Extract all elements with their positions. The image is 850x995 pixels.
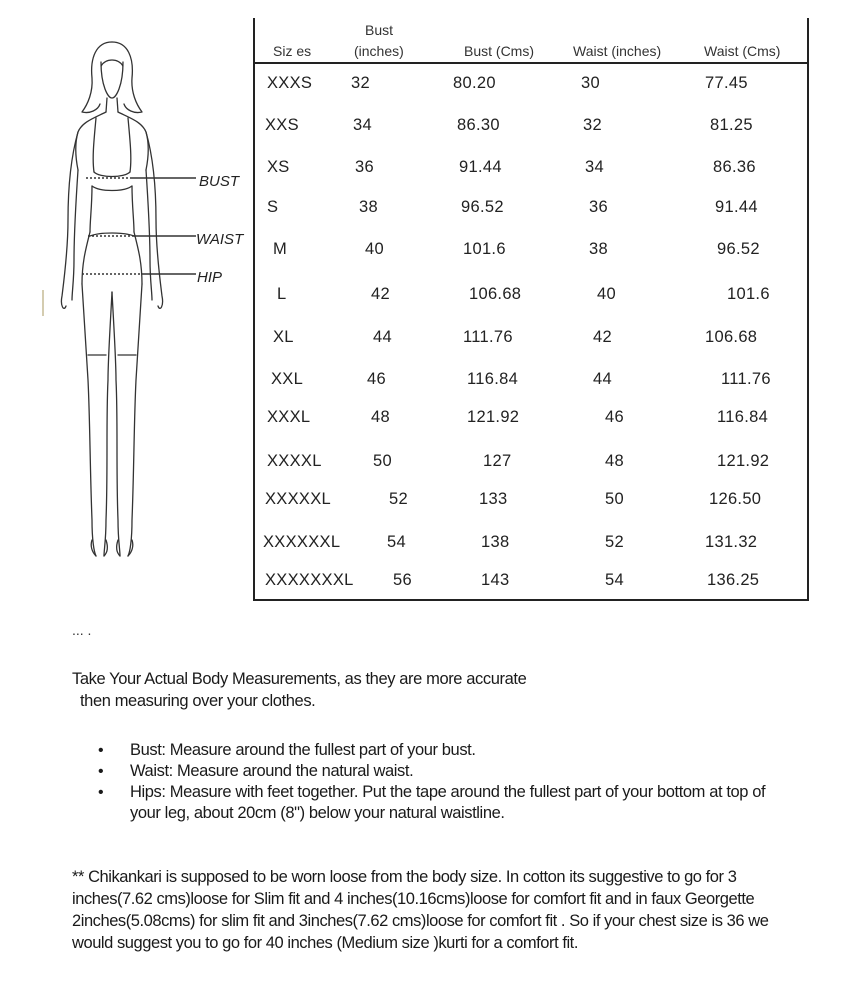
cell-bust-inches: 50 [373, 452, 392, 470]
cell-size: XXL [271, 370, 304, 388]
cell-waist-cms: 96.52 [717, 240, 760, 258]
cell-bust-inches: 54 [387, 533, 406, 551]
header-waist-cms: Waist (Cms) [704, 43, 781, 59]
intro-paragraph [72, 668, 672, 712]
cell-bust-inches: 32 [351, 74, 370, 92]
bust-label: BUST [199, 173, 240, 190]
table-row [255, 240, 807, 270]
cell-waist-inches: 52 [605, 533, 624, 551]
table-row [255, 158, 807, 188]
hip-label: HIP [197, 269, 223, 286]
cell-bust-inches: 42 [371, 285, 390, 303]
body-measurement-figure [0, 0, 250, 580]
cell-bust-cms: 133 [479, 490, 508, 508]
waist-label: WAIST [196, 231, 244, 248]
cell-bust-inches: 52 [389, 490, 408, 508]
cell-waist-cms: 131.32 [705, 533, 758, 551]
cell-waist-inches: 54 [605, 571, 624, 589]
cell-bust-inches: 46 [367, 370, 386, 388]
cell-bust-cms: 86.30 [457, 116, 500, 134]
cell-size: XXXXL [267, 452, 322, 470]
cell-bust-cms: 127 [483, 452, 512, 470]
header-sizes: Siz es [273, 43, 312, 59]
table-row [255, 198, 807, 228]
table-row [255, 533, 807, 563]
cell-waist-inches: 30 [581, 74, 600, 92]
header-bust-inches-top: Bust [365, 22, 394, 38]
cell-waist-cms: 86.36 [713, 158, 756, 176]
cell-waist-cms: 111.76 [721, 370, 771, 388]
table-row [255, 328, 807, 358]
table-row [255, 452, 807, 482]
cell-bust-cms: 101.6 [463, 240, 506, 258]
cell-size: XS [267, 158, 290, 176]
table-row [255, 408, 807, 438]
cell-waist-inches: 46 [605, 408, 624, 426]
cell-waist-cms: 77.45 [705, 74, 748, 92]
cell-size: XXXXXXXL [265, 571, 354, 589]
cell-bust-cms: 80.20 [453, 74, 496, 92]
cell-waist-inches: 40 [597, 285, 616, 303]
table-row [255, 74, 807, 104]
measurement-tips-list [98, 740, 798, 824]
cell-size: XXXS [267, 74, 313, 92]
header-bust-cms: Bust (Cms) [464, 43, 534, 59]
cell-waist-cms: 116.84 [717, 408, 769, 426]
cell-waist-inches: 48 [605, 452, 624, 470]
table-row [255, 285, 807, 315]
cell-size: XXXXXXL [263, 533, 341, 551]
header-waist-inches: Waist (inches) [573, 43, 662, 59]
list-item: • Bust: Measure around the fullest part of your bust. [98, 740, 798, 761]
cell-waist-inches: 32 [583, 116, 602, 134]
cell-size: XL [273, 328, 294, 346]
table-row [255, 571, 807, 601]
cell-size: XXXXXL [265, 490, 332, 508]
cell-waist-cms: 91.44 [715, 198, 758, 216]
header-divider [255, 62, 807, 64]
intro-line-2: then measuring over your clothes. [80, 692, 316, 710]
cell-bust-inches: 34 [353, 116, 372, 134]
cell-bust-inches: 40 [365, 240, 384, 258]
cell-waist-inches: 42 [593, 328, 612, 346]
chikankari-note: ** Chikankari is supposed to be worn loose from the body size. In cotton its suggestive to go for 3 inches(7.62 cms)loose for Slim fit and 4 inches(10.16cms)loose for comfort fit and in faux Georgette 2inches(5.08cms) for slim fit and 3inches(7.62 cms)loose for comfort fit . So if your chest size is 36 we would suggest you to go for 40 inches (Medium size )kurti for a comfort fit. [72, 868, 769, 952]
cell-waist-cms: 121.92 [717, 452, 770, 470]
cell-bust-inches: 48 [371, 408, 390, 426]
cell-bust-inches: 38 [359, 198, 378, 216]
header-bust-inches: (inches) [354, 43, 404, 59]
cell-bust-cms: 106.68 [469, 285, 522, 303]
cell-waist-inches: 44 [593, 370, 612, 388]
cell-bust-cms: 116.84 [467, 370, 519, 388]
cell-bust-cms: 91.44 [459, 158, 502, 176]
cell-bust-cms: 138 [481, 533, 510, 551]
table-row [255, 116, 807, 146]
list-item: • Waist: Measure around the natural waist. [98, 761, 798, 782]
cell-size: S [267, 198, 279, 216]
intro-line-1: Take Your Actual Body Measurements, as they are more accurate [72, 670, 527, 688]
cell-waist-inches: 38 [589, 240, 608, 258]
cell-waist-inches: 36 [589, 198, 608, 216]
cell-bust-cms: 111.76 [463, 328, 513, 346]
cell-bust-cms: 143 [481, 571, 510, 589]
cell-waist-cms: 126.50 [709, 490, 762, 508]
table-row [255, 370, 807, 400]
cell-bust-inches: 44 [373, 328, 392, 346]
cell-waist-cms: 106.68 [705, 328, 758, 346]
cell-waist-cms: 101.6 [727, 285, 770, 303]
cell-bust-inches: 56 [393, 571, 412, 589]
ellipsis-text: ... . [72, 622, 92, 638]
cell-bust-inches: 36 [355, 158, 374, 176]
cell-waist-inches: 50 [605, 490, 624, 508]
cell-size: XXS [265, 116, 299, 134]
cell-bust-cms: 96.52 [461, 198, 504, 216]
cell-waist-cms: 136.25 [707, 571, 760, 589]
cell-size: L [277, 285, 287, 303]
cell-size: XXXL [267, 408, 311, 426]
cell-waist-cms: 81.25 [710, 116, 753, 134]
cell-waist-inches: 34 [585, 158, 604, 176]
cell-size: M [273, 240, 288, 258]
table-row [255, 490, 807, 520]
female-body-outline-icon [0, 0, 250, 580]
list-item: • Hips: Measure with feet together. Put the tape around the fullest part of your bottom at top of your leg, about 20cm (8") below your natural waistline. [98, 782, 798, 824]
size-chart-table [253, 18, 809, 601]
cell-bust-cms: 121.92 [467, 408, 520, 426]
